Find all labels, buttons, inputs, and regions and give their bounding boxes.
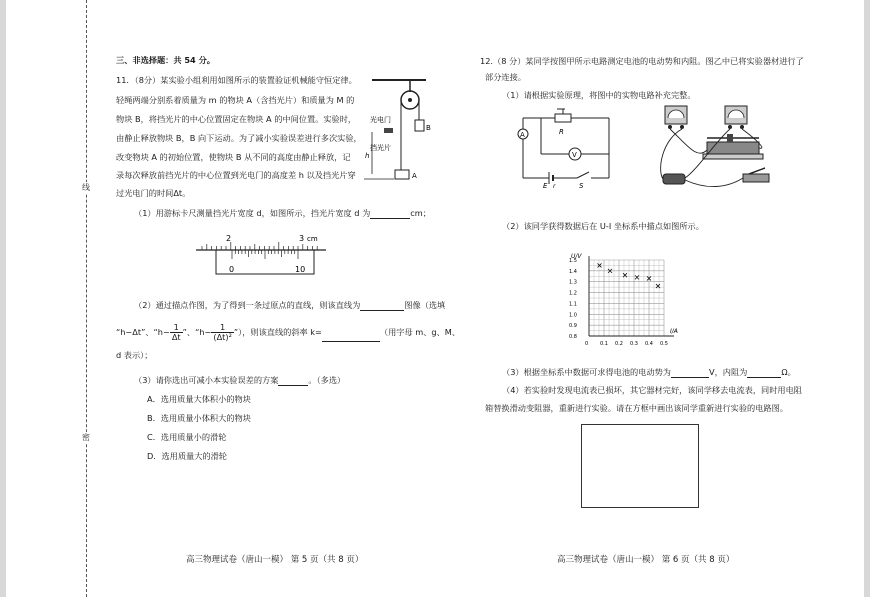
apparatus-figure bbox=[657, 100, 777, 196]
option-a: A．选用质量大体积小的物块 bbox=[147, 394, 251, 404]
section-title: 三、非选择题：共 54 分。 bbox=[116, 55, 215, 65]
internal-r-label: r bbox=[553, 183, 556, 190]
q11-sub1: （1）用游标卡尺测量挡光片宽度 d，如图所示，挡光片宽度 d 为 cm； bbox=[134, 208, 431, 218]
y-tick-label: 1.3 bbox=[569, 279, 577, 286]
block-b-label: B bbox=[426, 124, 431, 132]
fraction: $\frac{1}{\Delta t}$ bbox=[171, 322, 181, 342]
q12-sub3: （3）根据坐标系中数据可求得电池的电动势为 V，内阻为 Ω。 bbox=[502, 367, 796, 377]
q11-line: 过光电门的时间Δt。 bbox=[116, 188, 191, 198]
answer-drawing-box[interactable] bbox=[581, 424, 699, 508]
pulley-apparatus-figure bbox=[364, 70, 434, 186]
binding-mark: 线 bbox=[82, 183, 90, 192]
page-footer: 高三物理试卷（唐山一模） 第 5 页（共 8 页） bbox=[186, 555, 364, 565]
x-axis-label: I/A bbox=[670, 328, 678, 335]
rheostat-device-icon bbox=[703, 134, 763, 159]
x-tick-label: 0.4 bbox=[645, 341, 653, 347]
page-footer: 高三物理试卷（唐山一模） 第 6 页（共 8 页） bbox=[557, 555, 735, 565]
q12-line: 部分连接。 bbox=[485, 72, 526, 82]
photogate-icon bbox=[384, 128, 393, 133]
answer-blank[interactable] bbox=[322, 332, 380, 342]
y-tick-label: 1.0 bbox=[569, 312, 577, 319]
x-tick-label: 0.5 bbox=[660, 341, 668, 347]
binding-mark: 密 bbox=[82, 433, 90, 442]
q11-line: 由静止释放物块 B，B 向下运动。为了减小实验误差进行多次实验， bbox=[116, 133, 362, 143]
data-point bbox=[656, 284, 660, 288]
q12-sub4-line1: （4）若实验时发现电流表已损坏，其它器材完好，该同学移去电流表，同时用电阻 bbox=[502, 385, 802, 395]
q11-sub2-line3: d 表示）； bbox=[116, 350, 153, 360]
binding-line bbox=[86, 0, 88, 597]
height-label: h bbox=[365, 152, 370, 160]
switch-device-icon bbox=[743, 168, 769, 182]
emf-label: E bbox=[543, 182, 548, 190]
vernier-tick-label: 10 bbox=[295, 265, 306, 274]
q12-line: 12.（8 分）某同学按图甲所示电路测定电池的电动势和内阻。图乙中已将实验器材进行了 bbox=[480, 56, 804, 66]
main-tick-label: 3 bbox=[299, 234, 305, 243]
q11-line: 改变物块 A 的初始位置，使物块 B 从不同的高度由静止释放，记 bbox=[116, 152, 351, 162]
vernier-tick-label: 0 bbox=[229, 265, 235, 274]
x-tick-label: 0.2 bbox=[615, 341, 623, 347]
x-tick-label: 0.3 bbox=[630, 341, 638, 347]
photogate-label: 光电门 bbox=[370, 116, 391, 124]
q11-sub2-line2: “h−Δt”、“h− $\frac{1}{\Delta t}$ ”、“h− $\frac{1}{\text{(Δt)²}}$ ”），则该直线的斜率 k= （用字母 m、g、M、 bbox=[116, 322, 461, 342]
vernier-caliper-figure bbox=[196, 230, 326, 278]
y-tick-label: 0.9 bbox=[569, 323, 577, 330]
q11-sub2-line1: （2）通过描点作图，为了得到一条过原点的直线，则该直线为 图像（选填 bbox=[134, 300, 446, 310]
switch-label: S bbox=[579, 182, 584, 190]
x-tick-label: 0.1 bbox=[600, 341, 608, 347]
y-tick-label: 1.4 bbox=[569, 268, 577, 275]
vernier-scale bbox=[232, 250, 298, 259]
q11-line: 物块 B，将挡光片的中心位置固定在物块 A 的中间位置。实验时， bbox=[116, 114, 357, 124]
q12-sub2: （2）该同学获得数据后在 U-I 坐标系中描点如图所示。 bbox=[502, 221, 704, 231]
ammeter-device-icon bbox=[665, 106, 687, 129]
voltmeter-device-icon bbox=[725, 106, 747, 129]
q11-sub3: （3）请你选出可减小本实验误差的方案 。（多选） bbox=[134, 375, 346, 385]
chart-grid bbox=[589, 260, 664, 336]
answer-blank[interactable] bbox=[360, 301, 404, 311]
q11-line: 录每次释放前挡光片的中心位置到光电门的高度差 h 以及挡光片穿 bbox=[116, 170, 356, 180]
data-point bbox=[623, 273, 627, 277]
answer-blank[interactable] bbox=[278, 376, 308, 386]
battery-device-icon bbox=[663, 174, 685, 184]
shutter-label: 挡光片 bbox=[370, 144, 391, 152]
y-tick-label: 1.5 bbox=[569, 258, 577, 264]
y-axis-label: U/V bbox=[571, 253, 582, 260]
u-i-chart bbox=[565, 252, 685, 358]
circuit-diagram bbox=[513, 108, 623, 190]
voltmeter-label: V bbox=[572, 151, 577, 159]
answer-blank[interactable] bbox=[370, 209, 410, 219]
answer-blank[interactable] bbox=[671, 368, 709, 378]
q11-line: 轻绳两端分别系着质量为 m 的物块 A（含挡光片）和质量为 M 的 bbox=[116, 95, 355, 105]
x-tick-label: 0 bbox=[585, 341, 589, 347]
page-6 bbox=[435, 0, 870, 597]
main-unit-label: cm bbox=[307, 235, 318, 243]
y-tick-label: 0.8 bbox=[569, 334, 577, 340]
option-b: B．选用质量小体积大的物块 bbox=[147, 413, 251, 423]
q12-sub1: （1）请根据实验原理，将图中的实物电路补充完整。 bbox=[502, 90, 696, 100]
answer-blank[interactable] bbox=[747, 368, 781, 378]
rheostat-label: R bbox=[559, 128, 564, 136]
block-a-label: A bbox=[412, 172, 417, 180]
y-tick-label: 1.2 bbox=[569, 290, 577, 297]
fraction: $\frac{1}{\text{(Δt)²}}$ bbox=[213, 322, 232, 342]
y-tick-label: 1.1 bbox=[569, 301, 577, 308]
q11-line: 11．（8分）某实验小组利用如图所示的装置验证机械能守恒定律。 bbox=[116, 75, 357, 85]
main-tick-label: 2 bbox=[226, 234, 232, 243]
data-point bbox=[635, 275, 639, 279]
option-c: C．选用质量小的滑轮 bbox=[147, 432, 227, 442]
q12-sub4-line2: 箱替换滑动变阻器，重新进行实验。请在方框中画出该同学重新进行实验的电路图。 bbox=[485, 403, 788, 413]
main-scale bbox=[202, 242, 317, 250]
option-d: D．选用质量大的滑轮 bbox=[147, 451, 227, 461]
ammeter-label: A bbox=[520, 131, 525, 139]
